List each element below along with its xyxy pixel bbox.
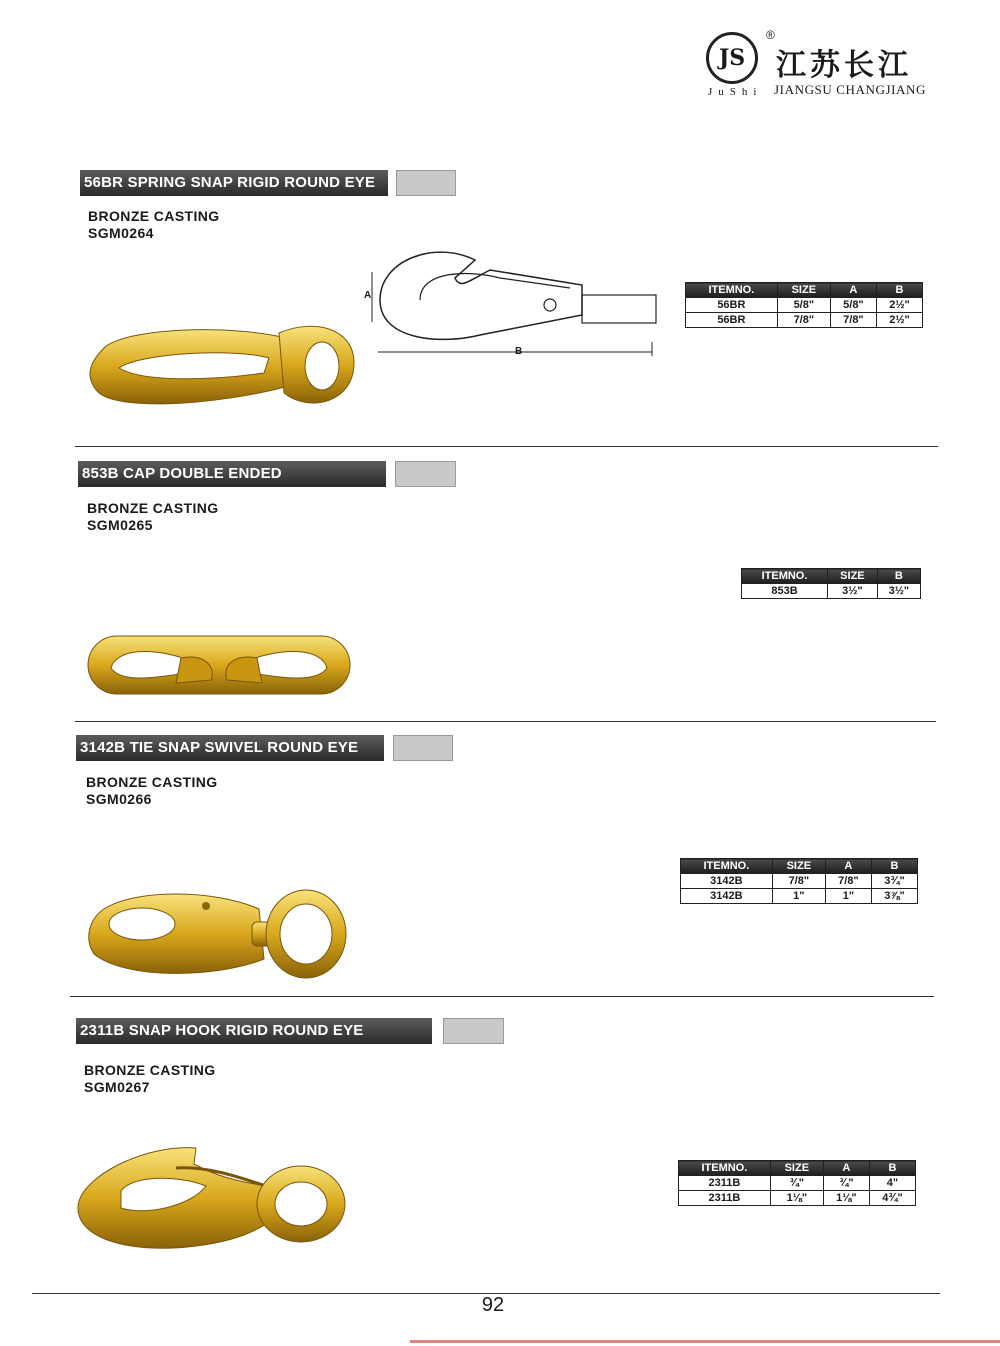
cell: 1" xyxy=(825,889,871,904)
cell: 4" xyxy=(869,1176,915,1191)
dim-a-label: A xyxy=(364,290,372,301)
table-row xyxy=(679,1191,916,1206)
color-swatch xyxy=(443,1018,504,1044)
col-header: A xyxy=(823,1161,869,1176)
cell: 853B xyxy=(742,584,828,599)
cell: 7/8" xyxy=(825,874,871,889)
swivel-snap-image xyxy=(84,884,349,984)
section-divider xyxy=(75,446,938,447)
table-row xyxy=(681,874,918,889)
product-code: SGM0264 xyxy=(88,225,154,241)
table-row xyxy=(686,313,923,328)
cell: 5/8" xyxy=(777,298,830,313)
spec-table xyxy=(685,282,923,328)
table-header-row xyxy=(686,283,923,298)
col-header: ITEMNO. xyxy=(679,1161,771,1176)
col-header: A xyxy=(830,283,876,298)
product-code: SGM0267 xyxy=(84,1079,150,1095)
product-code: SGM0265 xyxy=(87,517,153,533)
cell: 5/8" xyxy=(830,298,876,313)
cell: 3½" xyxy=(828,584,878,599)
cell: 7/8" xyxy=(830,313,876,328)
section-title: 56BR SPRING SNAP RIGID ROUND EYE xyxy=(80,170,388,196)
cell: 4¾" xyxy=(869,1191,915,1206)
cell: ¾" xyxy=(823,1176,869,1191)
cell: 3⅞" xyxy=(871,889,917,904)
dim-b-label: B xyxy=(515,346,523,357)
section-divider xyxy=(75,721,936,722)
material-label: BRONZE CASTING xyxy=(86,774,218,790)
cell: 1" xyxy=(772,889,825,904)
brand-name-en: JIANGSU CHANGJIANG xyxy=(774,82,926,97)
section-title: 3142B TIE SNAP SWIVEL ROUND EYE xyxy=(76,735,384,761)
spring-snap-image xyxy=(84,318,359,413)
table-row xyxy=(679,1176,916,1191)
col-header: B xyxy=(871,859,917,874)
cell: 3¾" xyxy=(871,874,917,889)
registered-mark: ® xyxy=(766,28,775,42)
cell: 3142B xyxy=(681,874,773,889)
brand-name-cn: 江苏长江 xyxy=(776,48,912,83)
section-title: 2311B SNAP HOOK RIGID ROUND EYE xyxy=(76,1018,432,1044)
col-header: ITEMNO. xyxy=(681,859,773,874)
product-code: SGM0266 xyxy=(86,791,152,807)
cell: 2311B xyxy=(679,1191,771,1206)
table-row xyxy=(681,889,918,904)
col-header: ITEMNO. xyxy=(686,283,778,298)
col-header: SIZE xyxy=(770,1161,823,1176)
dimension-diagram xyxy=(360,240,670,365)
color-swatch xyxy=(393,735,453,761)
col-header: ITEMNO. xyxy=(742,569,828,584)
table-row xyxy=(742,584,921,599)
cell: 2½" xyxy=(876,313,922,328)
spec-table xyxy=(678,1160,916,1206)
col-header: B xyxy=(869,1161,915,1176)
cell: 56BR xyxy=(686,298,778,313)
table-row xyxy=(686,298,923,313)
section-divider xyxy=(70,996,934,997)
brand-mark-icon: JS xyxy=(706,32,758,84)
cell: 2311B xyxy=(679,1176,771,1191)
spec-table xyxy=(680,858,918,904)
footer-accent-line xyxy=(410,1340,1000,1343)
col-header: A xyxy=(825,859,871,874)
col-header: SIZE xyxy=(777,283,830,298)
cell: 3142B xyxy=(681,889,773,904)
col-header: SIZE xyxy=(772,859,825,874)
cell: 7/8" xyxy=(772,874,825,889)
material-label: BRONZE CASTING xyxy=(88,208,220,224)
spec-table xyxy=(741,568,921,599)
snap-hook-image xyxy=(76,1146,348,1256)
color-swatch xyxy=(395,461,456,487)
section-title: 853B CAP DOUBLE ENDED xyxy=(78,461,386,487)
cell: 3½" xyxy=(877,584,920,599)
table-header-row xyxy=(679,1161,916,1176)
table-header-row xyxy=(742,569,921,584)
material-label: BRONZE CASTING xyxy=(84,1062,216,1078)
col-header: B xyxy=(877,569,920,584)
table-header-row xyxy=(681,859,918,874)
cell: 1⅛" xyxy=(770,1191,823,1206)
brand-logo xyxy=(700,28,960,108)
double-ended-snap-image xyxy=(86,628,352,700)
cell: 1⅛" xyxy=(823,1191,869,1206)
cell: ¾" xyxy=(770,1176,823,1191)
cell: 2½" xyxy=(876,298,922,313)
cell: 7/8" xyxy=(777,313,830,328)
material-label: BRONZE CASTING xyxy=(87,500,219,516)
brand-mark-caption: JuShi xyxy=(708,86,763,98)
page-number: 92 xyxy=(481,1294,505,1316)
col-header: SIZE xyxy=(828,569,878,584)
color-swatch xyxy=(396,170,456,196)
cell: 56BR xyxy=(686,313,778,328)
col-header: B xyxy=(876,283,922,298)
